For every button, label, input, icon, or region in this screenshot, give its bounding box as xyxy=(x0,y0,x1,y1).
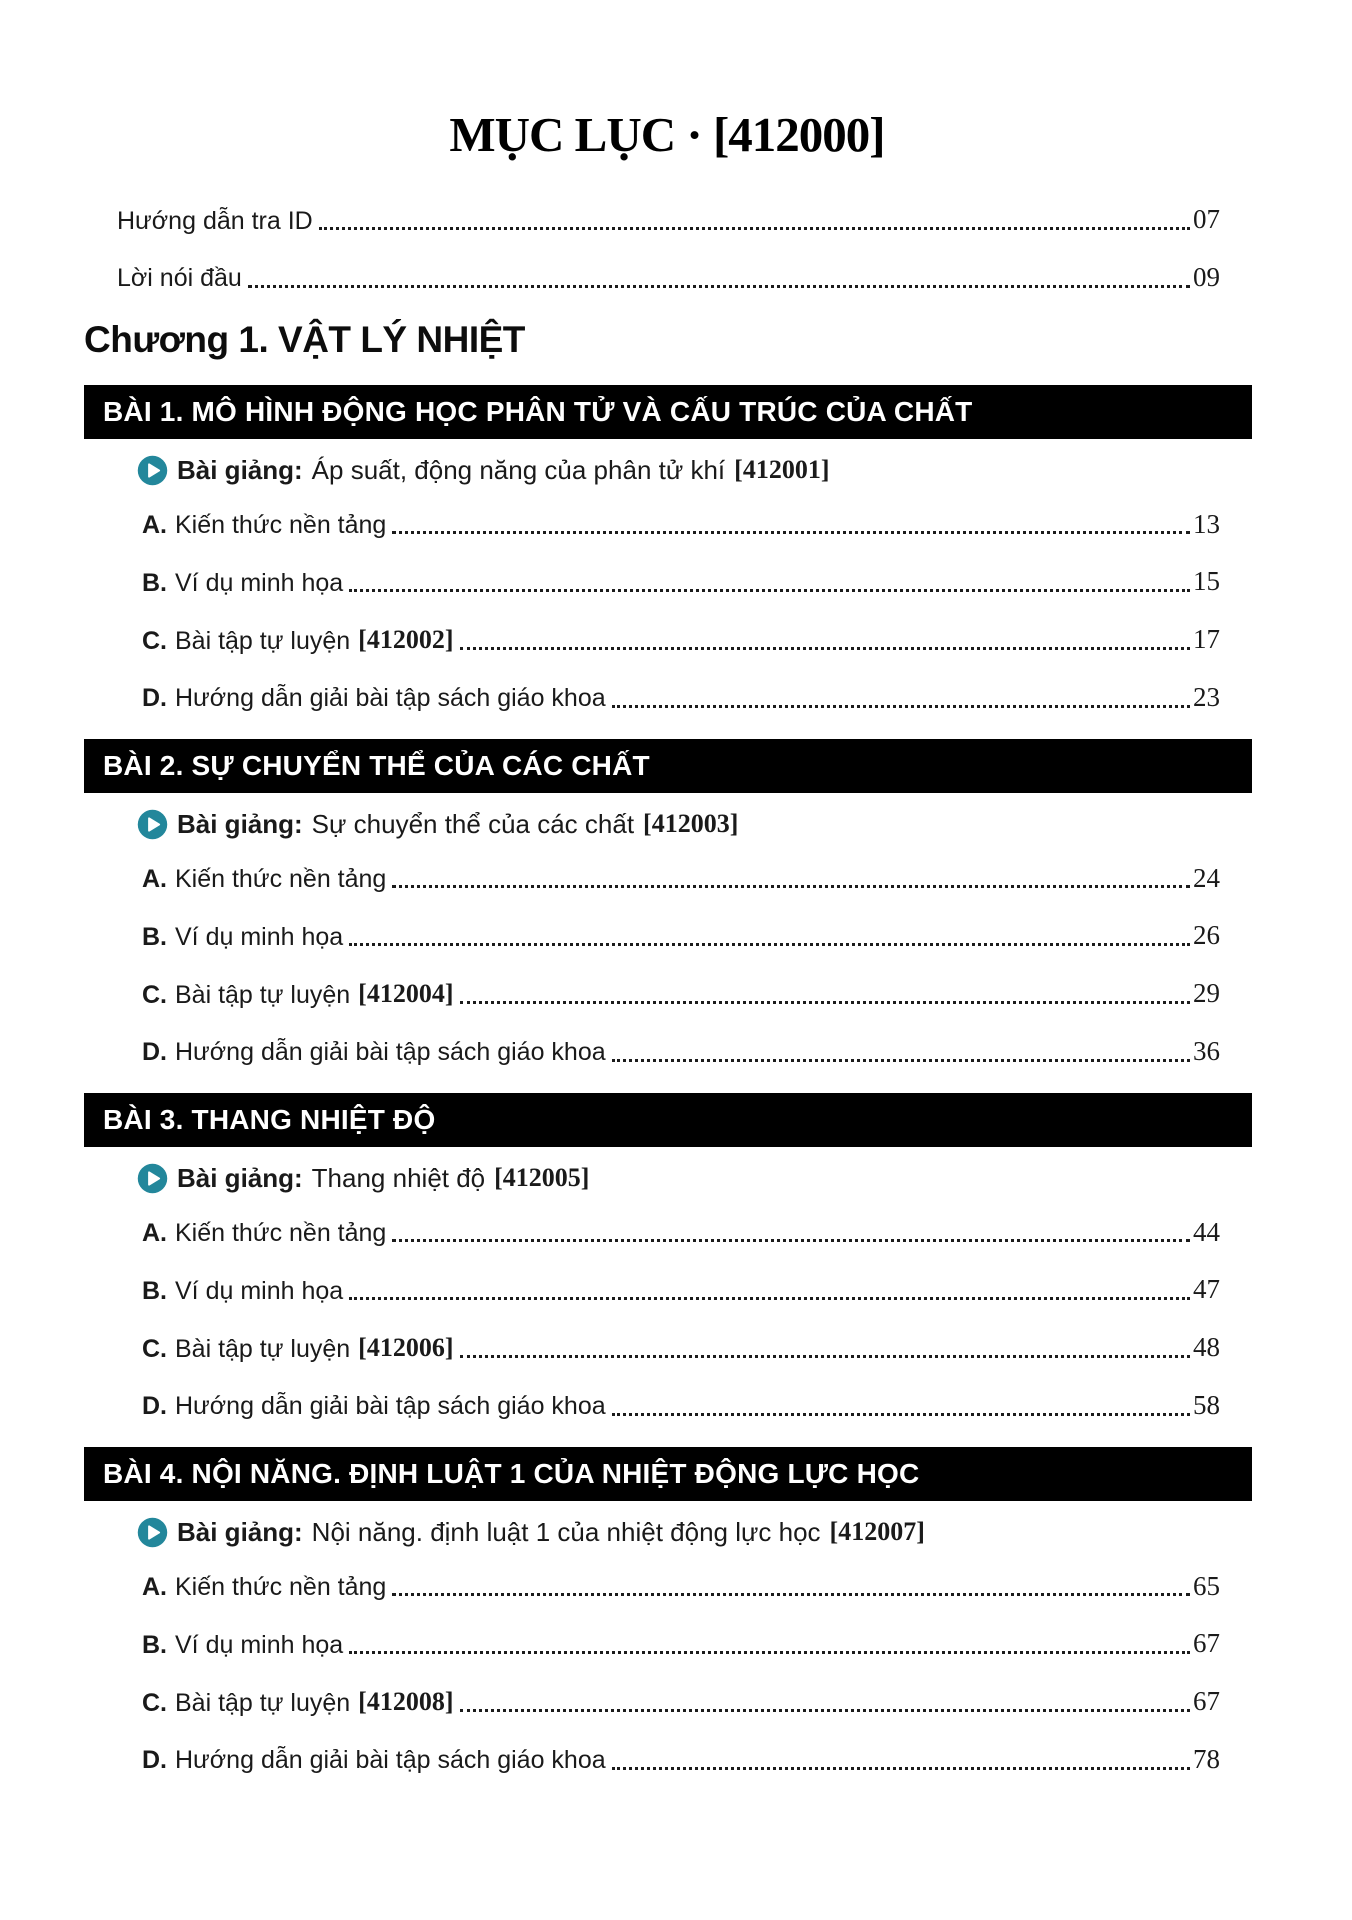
item-id: [412006] xyxy=(358,1333,454,1363)
lecture-row xyxy=(137,1163,1250,1194)
dot-leader xyxy=(248,285,1190,288)
toc-entry-label: Kiến thức nền tảng xyxy=(175,1573,387,1601)
dot-leader xyxy=(460,1709,1191,1712)
dot-leader xyxy=(612,1413,1190,1416)
dot-leader xyxy=(349,943,1190,946)
lecture-title: Nội năng. định luật 1 của nhiệt động lực học xyxy=(311,1516,821,1547)
page-number: 29 xyxy=(1193,978,1220,1008)
lecture-row xyxy=(137,455,1250,486)
toc-row xyxy=(142,1389,1220,1423)
item-letter: C. xyxy=(142,1688,167,1717)
page-number: 78 xyxy=(1193,1743,1220,1774)
toc-row xyxy=(142,1685,1220,1719)
lesson-section xyxy=(84,385,1250,715)
toc-row xyxy=(142,565,1220,599)
page-number: 36 xyxy=(1193,1035,1220,1066)
play-icon xyxy=(137,1517,168,1548)
dot-leader xyxy=(392,531,1190,534)
toc-entry-label: Bài tập tự luyện xyxy=(175,1334,351,1363)
lecture-label: Bài giảng: xyxy=(177,1162,303,1193)
page-number: 26 xyxy=(1193,920,1220,951)
page-number: 67 xyxy=(1193,1686,1220,1716)
page-number: 24 xyxy=(1193,862,1220,893)
dot-leader xyxy=(392,1593,1190,1596)
toc-entry-label: Kiến thức nền tảng xyxy=(175,1219,387,1247)
item-letter: C. xyxy=(142,626,167,655)
toc-entry-label: Ví dụ minh họa xyxy=(175,568,344,597)
lecture-label: Bài giảng: xyxy=(177,1516,303,1547)
toc-entry-label: Ví dụ minh họa xyxy=(175,922,344,951)
play-icon xyxy=(137,1163,168,1194)
item-letter: B. xyxy=(142,1276,167,1305)
toc-entry-label: Ví dụ minh họa xyxy=(175,1630,344,1659)
page-number: 48 xyxy=(1193,1332,1220,1362)
toc-row xyxy=(142,862,1220,896)
lecture-id: [412001] xyxy=(734,455,830,484)
item-letter: D. xyxy=(142,1746,167,1775)
dot-leader xyxy=(460,647,1191,650)
dot-leader xyxy=(392,1239,1190,1242)
item-letter: D. xyxy=(142,684,167,713)
item-letter: A. xyxy=(142,1573,167,1601)
toc-row xyxy=(142,1627,1220,1661)
page-number: 44 xyxy=(1193,1216,1220,1247)
lecture-row xyxy=(137,809,1250,840)
item-letter: D. xyxy=(142,1392,167,1421)
toc-row xyxy=(142,681,1220,715)
toc-entry-label: Bài tập tự luyện xyxy=(175,980,351,1009)
toc-row xyxy=(142,977,1220,1011)
lesson-section xyxy=(84,739,1250,1069)
item-letter: A. xyxy=(142,1219,167,1247)
toc-entry-label: Hướng dẫn giải bài tập sách giáo khoa xyxy=(175,1038,606,1067)
dot-leader xyxy=(612,1059,1190,1062)
lesson-header: BÀI 2. SỰ CHUYỂN THỂ CỦA CÁC CHẤT xyxy=(84,739,1252,793)
toc-row xyxy=(142,919,1220,953)
toc-row xyxy=(117,261,1220,295)
dot-leader xyxy=(392,885,1190,888)
toc-entry-label: Hướng dẫn giải bài tập sách giáo khoa xyxy=(175,1392,606,1421)
page-number: 47 xyxy=(1193,1274,1220,1305)
item-letter: B. xyxy=(142,568,167,597)
lesson-section xyxy=(84,1093,1250,1423)
dot-leader xyxy=(349,1651,1190,1654)
toc-entry-label: Hướng dẫn giải bài tập sách giáo khoa xyxy=(175,684,606,713)
item-id: [412008] xyxy=(358,1687,454,1717)
lesson-header: BÀI 1. MÔ HÌNH ĐỘNG HỌC PHÂN TỬ VÀ CẤU TRÚC CỦA CHẤT xyxy=(84,385,1252,439)
toc-entry-label: Hướng dẫn tra ID xyxy=(117,206,313,235)
toc-row xyxy=(142,1273,1220,1307)
dot-leader xyxy=(349,589,1190,592)
lecture-id: [412003] xyxy=(643,809,739,838)
page-number: 07 xyxy=(1193,204,1220,234)
item-id: [412004] xyxy=(358,979,454,1009)
dot-leader xyxy=(460,1355,1191,1358)
play-icon xyxy=(137,809,168,840)
toc-row xyxy=(142,1743,1220,1777)
dot-leader xyxy=(460,1001,1191,1004)
page-number: 13 xyxy=(1193,508,1220,539)
item-letter: C. xyxy=(142,980,167,1009)
page-number: 15 xyxy=(1193,566,1220,597)
toc-row xyxy=(142,1035,1220,1069)
lecture-id: [412005] xyxy=(494,1163,590,1192)
item-letter: D. xyxy=(142,1038,167,1067)
toc-entry-label: Kiến thức nền tảng xyxy=(175,865,387,893)
lecture-title: Thang nhiệt độ xyxy=(311,1162,486,1193)
lecture-label: Bài giảng: xyxy=(177,808,303,839)
dot-leader xyxy=(612,705,1190,708)
lesson-header: BÀI 4. NỘI NĂNG. ĐỊNH LUẬT 1 CỦA NHIỆT ĐỘNG LỰC HỌC xyxy=(84,1447,1252,1501)
page-number: 58 xyxy=(1193,1389,1220,1420)
chapter-heading: Chương 1. VẬT LÝ NHIỆT xyxy=(84,318,525,360)
lecture-label: Bài giảng: xyxy=(177,454,303,485)
lesson-section xyxy=(84,1447,1250,1777)
page-title: MỤC LỤC · [412000] xyxy=(449,107,885,162)
toc-entry-label: Ví dụ minh họa xyxy=(175,1276,344,1305)
play-icon xyxy=(137,455,168,486)
toc-row xyxy=(142,1570,1220,1604)
page-number: 09 xyxy=(1193,261,1220,292)
lecture-title: Sự chuyển thể của các chất xyxy=(311,808,635,839)
page-number: 67 xyxy=(1193,1628,1220,1659)
toc-row xyxy=(117,203,1220,237)
lecture-id: [412007] xyxy=(829,1517,925,1546)
toc-entry-label: Bài tập tự luyện xyxy=(175,626,351,655)
item-letter: B. xyxy=(142,1630,167,1659)
toc-row xyxy=(142,508,1220,542)
dot-leader xyxy=(319,227,1190,230)
toc-entry-label: Lời nói đầu xyxy=(117,264,242,293)
lecture-title: Áp suất, động năng của phân tử khí xyxy=(311,454,726,485)
lecture-row xyxy=(137,1517,1250,1548)
toc-entry-label: Kiến thức nền tảng xyxy=(175,511,387,539)
toc-row xyxy=(142,1331,1220,1365)
toc-row xyxy=(142,1216,1220,1250)
page-number: 23 xyxy=(1193,681,1220,712)
toc-row xyxy=(142,623,1220,657)
dot-leader xyxy=(612,1767,1190,1770)
item-id: [412002] xyxy=(358,625,454,655)
item-letter: A. xyxy=(142,865,167,893)
toc-entry-label: Hướng dẫn giải bài tập sách giáo khoa xyxy=(175,1746,606,1775)
lesson-header: BÀI 3. THANG NHIỆT ĐỘ xyxy=(84,1093,1252,1147)
page-number: 17 xyxy=(1193,624,1220,654)
item-letter: C. xyxy=(142,1334,167,1363)
toc-entry-label: Bài tập tự luyện xyxy=(175,1688,351,1717)
page-number: 65 xyxy=(1193,1570,1220,1601)
dot-leader xyxy=(349,1297,1190,1300)
item-letter: B. xyxy=(142,922,167,951)
item-letter: A. xyxy=(142,511,167,539)
